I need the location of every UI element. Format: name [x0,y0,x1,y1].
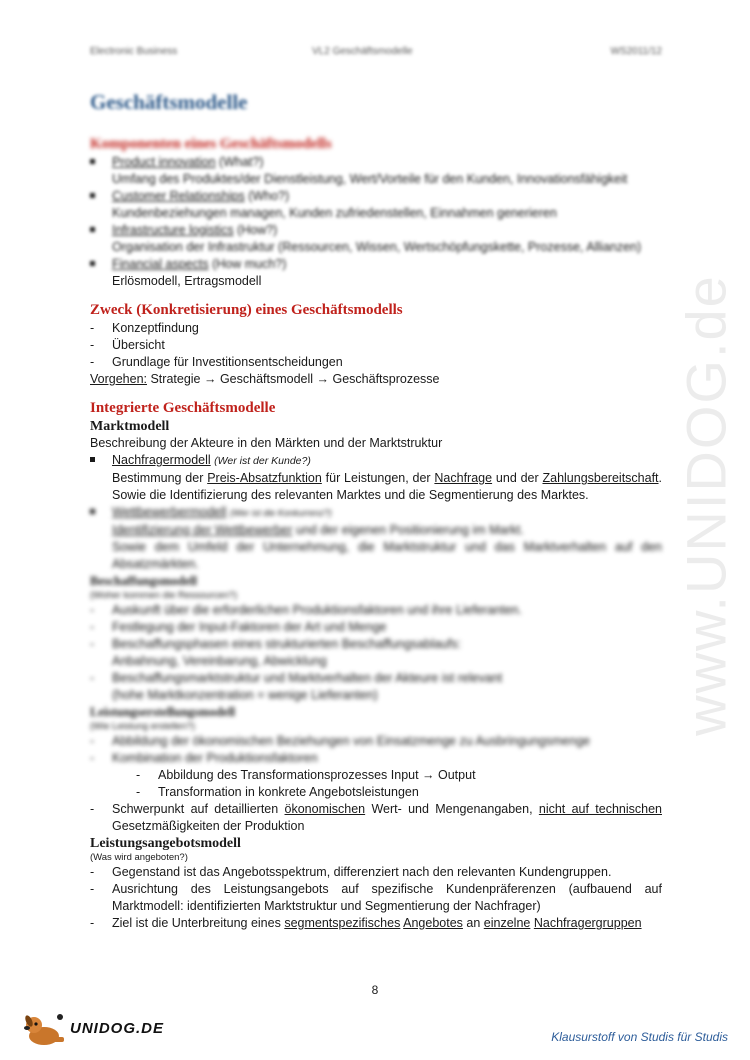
document-body [90,135,662,932]
term: Product innovation [112,155,216,169]
marktmodell-intro: Beschreibung der Akteure in den Märkten und der Marktstruktur [90,436,443,450]
description: Umfang des Produktes/der Dienstleistung, Wert/Vorteile für den Kunden, Innovationsfähigkeit [112,172,628,186]
description: Kundenbeziehungen managen, Kunden zufriedenstellen, Einnahmen generieren [112,206,557,220]
bullet-icon [90,261,95,266]
logo-text: UNIDOG.DE [70,1020,165,1037]
term: Infrastructure logistics [112,223,234,237]
section-heading-zweck: Zweck (Konkretisierung) eines Geschäftsmodells [90,302,403,318]
subheading-leistungsangebotsmodell: Leistungsangebotsmodell [90,836,241,851]
list-item: - Auskunft über die erforderlichen Produktionsfaktoren und ihre Lieferanten. [90,603,522,617]
watermark [670,270,742,740]
watermark-text: www.UNIDOG.de [674,274,738,736]
sub-list-item: - Transformation in konkrete Angebotsleistungen [136,785,419,799]
list-item: - Abbildung der ökonomischen Beziehungen von Einsatzmenge zu Ausbringungsmenge [90,734,591,748]
page-number: 8 [371,983,379,997]
list-item-customer-relationships [90,188,662,222]
term: Customer Relationships [112,189,245,203]
bullet-icon [90,159,95,164]
description: Organisation der Infrastruktur (Ressourcen, Wissen, Wertschöpfungskette, Prozesse, Allianzen) [112,240,642,254]
list-item-financial-aspects [90,256,662,290]
section-heading-integrierte: Integrierte Geschäftsmodelle [90,400,276,416]
page-title: Geschäftsmodelle [90,90,248,114]
question: (What?) [219,155,264,169]
header-course: Electronic Business [90,46,178,57]
list-item-product-innovation [90,154,662,188]
list-item: - Grundlage für Investitionsentscheidungen [90,355,343,369]
leistungsangebot-question: (Was wird angeboten?) [90,852,188,863]
question: (How?) [237,223,278,237]
subheading-leistungserstellungsmodell: Leistungserstellungsmodell [90,705,236,719]
footer-slogan: Klausurstoff von Studis für Studis [551,1030,728,1044]
subheading-marktmodell: Marktmodell [90,419,170,434]
description: Erlösmodell, Ertragsmodell [112,274,262,288]
bullet-icon [90,227,95,232]
list-item: - Gegenstand ist das Angebotsspektrum, differenziert nach den relevanten Kundengruppen. [90,865,612,879]
leistungserstellungsmodell-block: Leistungserstellungsmodell (Wie Leistung erstellen?) - Abbildung der ökonomischen Beziehungen von Einsatzmenge zu Ausbringungsmenge - Kombination der Produktionsfaktoren [90,704,662,767]
list-item: - Ausrichtung des Leistungsangebots auf spezifische Kundenpräferenzen (aufbauend auf Marktmodell: identifizierten Marktstruktur und Segmentierung der Nachfrager) [90,882,662,913]
term: Financial aspects [112,257,209,271]
list-item: - Ziel ist die Unterbreitung eines segmentspezifisches Angebotes an einzelne Nachfragergruppen [90,916,642,930]
vorgehen-line: Vorgehen: Strategie → Geschäftsmodell → Geschäftsprozesse [90,372,440,386]
list-item: - Beschaffungsphasen eines strukturierten Beschaffungsablaufs: Anbahnung, Vereinbarung, Abwicklung [90,637,462,668]
list-item-infrastructure-logistics [90,222,662,256]
list-item-schwerpunkt: - Schwerpunkt auf detaillierten ökonomischen Wert- und Mengenangaben, nicht auf technischen Gesetzmäßigkeiten der Produktion [90,802,662,833]
header-chapter: VL2 Geschäftsmodelle [312,46,413,57]
list-item: - Festlegung der Input-Faktoren der Art und Menge [90,620,387,634]
list-item: - Übersicht [90,338,165,352]
page-header [90,46,662,62]
header-semester: WS2011/12 [610,46,662,57]
list-item-nachfragermodell: Nachfragermodell (Wer ist der Kunde?) Bestimmung der Preis-Absatzfunktion für Leistungen, der Nachfrage und der Zahlungsbereitschaft. Sowie die Identifizierung des relevanten Marktes und die Segmentierung des Marktes. [90,452,662,504]
sub-list-item: - Abbildung des Transformationsprozesses Input → Output [136,768,476,782]
list-item: - Beschaffungsmarktstruktur und Marktverhalten der Akteure ist relevant (hohe Marktkonzentration = wenige Lieferanten) [90,671,503,702]
bullet-icon [90,457,95,462]
question: (Who?) [248,189,290,203]
beschaffungsmodell-block: Beschaffungsmodell (Woher kommen die Ressourcen?) - Auskunft über die erforderlichen Produktionsfaktoren und ihre Lieferanten. - Festlegung der Input-Faktoren der Art und Menge - Beschaffungsphasen eines strukturierten Beschaffungsablaufs: Anbahnung, Vereinbarung, Abwicklung - Beschaffungsmarktstruktur und Marktverhalten der Akteure ist relevant (hohe Marktkonzentration = wenige Lieferanten) [90,573,662,704]
subheading-beschaffungsmodell: Beschaffungsmodell [90,574,197,588]
section-heading-komponenten: Komponenten eines Geschäftsmodells [90,136,332,152]
question: (How much?) [212,257,287,271]
bullet-icon [90,193,95,198]
list-item-wettbewerbermodell: Wettbewerbermodell (Wer ist die Konkurrenz?) Identifizierung der Wettbewerber und der eigenen Positionierung im Markt. Sowie dem Umfeld der Unternehmung, die Marktstruktur und das Marktverhalten auf den Absatzmärkten. [90,504,662,573]
unidog-logo [22,1012,165,1048]
bullet-icon [90,509,95,514]
dog-icon [22,1012,68,1048]
list-item: - Konzeptfindung [90,321,199,335]
list-item: - Kombination der Produktionsfaktoren [90,751,318,765]
